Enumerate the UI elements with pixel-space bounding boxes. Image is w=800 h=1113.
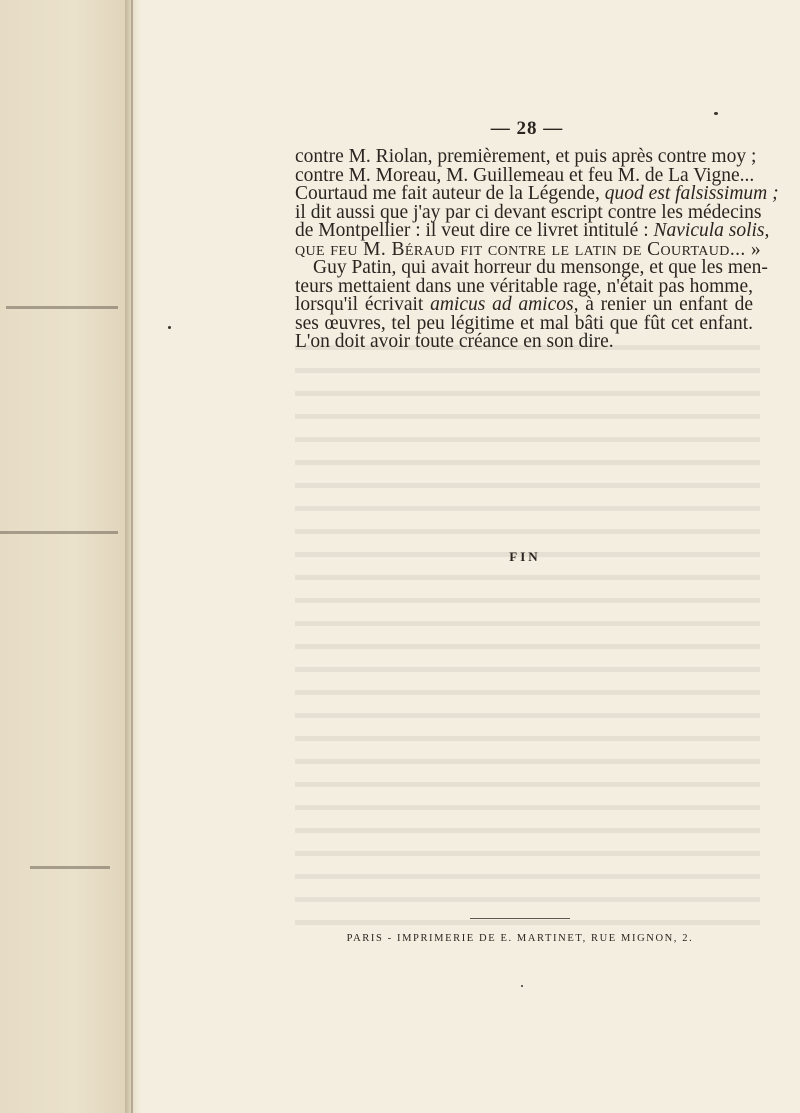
text-line: contre M. Riolan, premièrement, et puis après contre moy ; (295, 146, 757, 167)
previous-page-edge (0, 0, 126, 1113)
gutter-line (131, 0, 133, 1113)
book-gutter (125, 0, 141, 1113)
end-mark: FIN (509, 549, 541, 564)
body-text (295, 146, 779, 352)
text-line: lorsqu'il écrivait amicus ad amicos, à renier un enfant de (295, 294, 754, 315)
text-line: Guy Patin, qui avait horreur du mensonge, et que les men- (313, 257, 768, 278)
bleed-mark (6, 306, 118, 309)
bleed-mark (0, 531, 118, 534)
ink-speck (168, 326, 171, 329)
page-number: — 28 — (490, 118, 564, 139)
ink-speck (714, 112, 718, 115)
text-line: L'on doit avoir toute créance en son dire. (295, 331, 614, 352)
show-through-text (295, 345, 760, 935)
ink-speck (521, 985, 523, 987)
text-line: teurs mettaient dans une véritable rage, n'était pas homme, (295, 275, 753, 297)
bleed-mark (30, 866, 110, 869)
printer-imprint: PARIS - IMPRIMERIE DE E. MARTINET, RUE MIGNON, 2. (346, 933, 694, 944)
text-line: ses œuvres, tel peu légitime et mal bâti que fût cet enfant. (295, 312, 753, 334)
text-line: il dit aussi que j'ay par ci devant escript contre les médecins (295, 201, 762, 223)
text-line: contre M. Moreau, M. Guillemeau et feu M. de La Vigne... (295, 164, 755, 186)
footer-rule (470, 918, 570, 919)
text-line: que feu M. Béraud fit contre le latin de Courtaud... » (295, 238, 762, 260)
text-line: Courtaud me fait auteur de la Légende, quod est falsissimum ; (295, 183, 779, 204)
text-line: de Montpellier : il veut dire ce livret intitulé : Navicula solis, (295, 220, 770, 241)
